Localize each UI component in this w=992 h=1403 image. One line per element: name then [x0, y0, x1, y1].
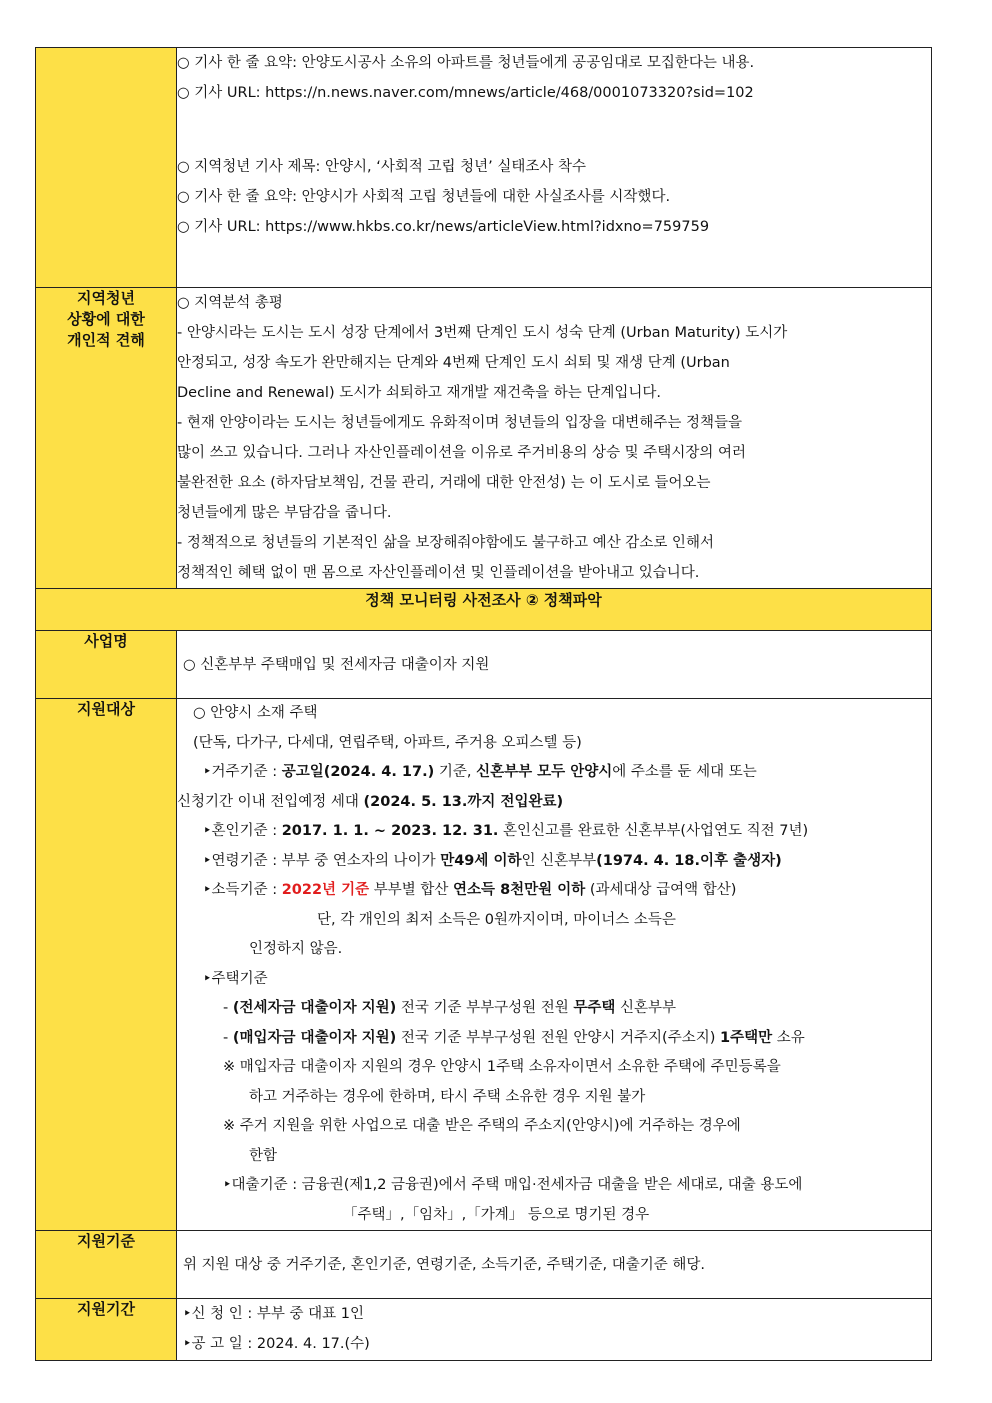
age-criterion: ‣연령기준 : 부부 중 연소자의 나이가 만49세 이하인 신혼부부(1974. 4. 18.이후 출생자) [203, 852, 782, 869]
target-line: 단, 각 개인의 최저 소득은 0원까지이며, 마이너스 소득은 [317, 911, 676, 928]
criteria-value-cell [177, 1231, 932, 1299]
news-label-cell [36, 48, 177, 288]
target-line: 하고 거주하는 경우에 한하며, 타시 주택 소유한 경우 지원 불가 [249, 1088, 646, 1105]
opinion-line: - 안양시라는 도시는 도시 성장 단계에서 3번째 단계인 도시 성숙 단계 (Urban Maturity) 도시가 [177, 325, 788, 341]
period-label: 지원기간 [36, 1299, 177, 1361]
target-label: 지원대상 [36, 699, 177, 1231]
news-url-2: ○ 기사 URL: https://www.hkbs.co.kr/news/articleView.html?idxno=759759 [177, 219, 710, 235]
opinion-line: 불완전한 요소 (하자담보책임, 건물 관리, 거래에 대한 안전성) 는 이 도시로 들어오는 [177, 475, 711, 491]
target-note: ※ 매입자금 대출이자 지원의 경우 안양시 1주택 소유자이면서 소유한 주택에 주민등록을 [223, 1059, 781, 1075]
policy-document-table [35, 47, 932, 1361]
news-title-2: ○ 지역청년 기사 제목: 안양시, ‘사회적 고립 청년’ 실태조사 착수 [177, 159, 587, 175]
period-row [36, 1299, 932, 1361]
period-content-cell [177, 1299, 932, 1361]
news-content-cell [177, 48, 932, 288]
opinion-line: 청년들에게 많은 부담감을 줍니다. [177, 505, 392, 521]
opinion-label-line: 지역청년 [77, 289, 135, 307]
income-criterion: ‣소득기준 : 2022년 기준 부부별 합산 연소득 8천만원 이하 (과세대상 급여액 합산) [203, 882, 737, 898]
target-line: (단독, 다가구, 다세대, 연립주택, 아파트, 주거용 오피스텔 등) [193, 734, 582, 751]
target-line: 인정하지 않음. [249, 941, 343, 957]
applicant-line: ‣신 청 인 : 부부 중 대표 1인 [183, 1306, 364, 1322]
opinion-line: 정책적인 혜택 없이 맨 몸으로 자산인플레이션 및 인플레이션을 받아내고 있습니다. [177, 565, 700, 581]
target-line: - (매입자금 대출이자 지원) 전국 기준 부부구성원 전원 안양시 거주지(주소지) 1주택만 소유 [223, 1029, 805, 1046]
target-line: - (전세자금 대출이자 지원) 전국 기준 부부구성원 전원 무주택 신혼부부 [223, 1000, 677, 1016]
target-line: ○ 안양시 소재 주택 [193, 705, 318, 721]
news-url-1: ○ 기사 URL: https://n.news.naver.com/mnews/article/468/0001073320?sid=102 [177, 85, 754, 101]
target-line: 신청기간 이내 전입예정 세대 (2024. 5. 13.까지 전입완료) [177, 793, 564, 810]
opinion-line: - 현재 안양이라는 도시는 청년들에게도 유화적이며 청년들의 입장을 대변해주는 정책들을 [177, 415, 742, 431]
section-banner-row [36, 589, 932, 631]
project-value: ○ 신혼부부 주택매입 및 전세자금 대출이자 지원 [183, 656, 490, 673]
project-label: 사업명 [36, 631, 177, 699]
target-line: 「주택」,「임차」,「가계」 등으로 명기된 경우 [343, 1206, 650, 1223]
project-value-cell [177, 631, 932, 699]
opinion-line: 많이 쓰고 있습니다. 그러나 자산인플레이션을 이유로 주거비용의 상승 및 주택시장의 여러 [177, 445, 746, 461]
opinion-line: - 정책적으로 청년들의 기본적인 삶을 보장해줘야함에도 불구하고 예산 감소로 인해서 [177, 535, 714, 551]
opinion-content-cell [177, 288, 932, 589]
housing-criterion: ‣주택기준 [203, 970, 268, 987]
news-spacer [177, 108, 931, 152]
marriage-criterion: ‣혼인기준 : 2017. 1. 1. ~ 2023. 12. 31. 혼인신고를 완료한 신혼부부(사업연도 직전 7년) [203, 823, 809, 839]
loan-criterion: ‣대출기준 : 금융권(제1,2 금융권)에서 주택 매입·전세자금 대출을 받은 세대로, 대출 용도에 [223, 1177, 803, 1193]
project-row [36, 631, 932, 699]
opinion-line: Decline and Renewal) 도시가 쇠퇴하고 재개발 재건축을 하는 단계입니다. [177, 385, 662, 401]
target-row [36, 699, 932, 1231]
opinion-line: ○ 지역분석 총평 [177, 295, 283, 311]
news-summary-1: ○ 기사 한 줄 요약: 안양도시공사 소유의 아파트를 청년들에게 공공임대로 모집한다는 내용. [177, 55, 755, 71]
opinion-label-line: 상황에 대한 [67, 310, 145, 328]
news-row [36, 48, 932, 288]
section-banner: 정책 모니터링 사전조사 ② 정책파악 [36, 589, 932, 631]
opinion-label-line: 개인적 견해 [67, 331, 145, 349]
news-summary-2: ○ 기사 한 줄 요약: 안양시가 사회적 고립 청년들에 대한 사실조사를 시작했다. [177, 189, 671, 205]
opinion-line: 안정되고, 성장 속도가 완만해지는 단계와 4번째 단계인 도시 쇠퇴 및 재생 단계 (Urban [177, 355, 730, 371]
target-content-cell [177, 699, 932, 1231]
target-note: ※ 주거 지원을 위한 사업으로 대출 받은 주택의 주소지(안양시)에 거주하는 경우에 [223, 1118, 741, 1134]
criteria-value: 위 지원 대상 중 거주기준, 혼인기준, 연령기준, 소득기준, 주택기준, 대출기준 해당. [183, 1256, 705, 1273]
opinion-label [36, 288, 177, 589]
opinion-row [36, 288, 932, 589]
criteria-label: 지원기준 [36, 1231, 177, 1299]
residence-criterion: ‣거주기준 : 공고일(2024. 4. 17.) 기준, 신혼부부 모두 안양시에 주소를 둔 세대 또는 [203, 764, 757, 780]
announcement-date-line: ‣공 고 일 : 2024. 4. 17.(수) [183, 1336, 370, 1352]
target-line: 한함 [249, 1147, 278, 1164]
criteria-row [36, 1231, 932, 1299]
